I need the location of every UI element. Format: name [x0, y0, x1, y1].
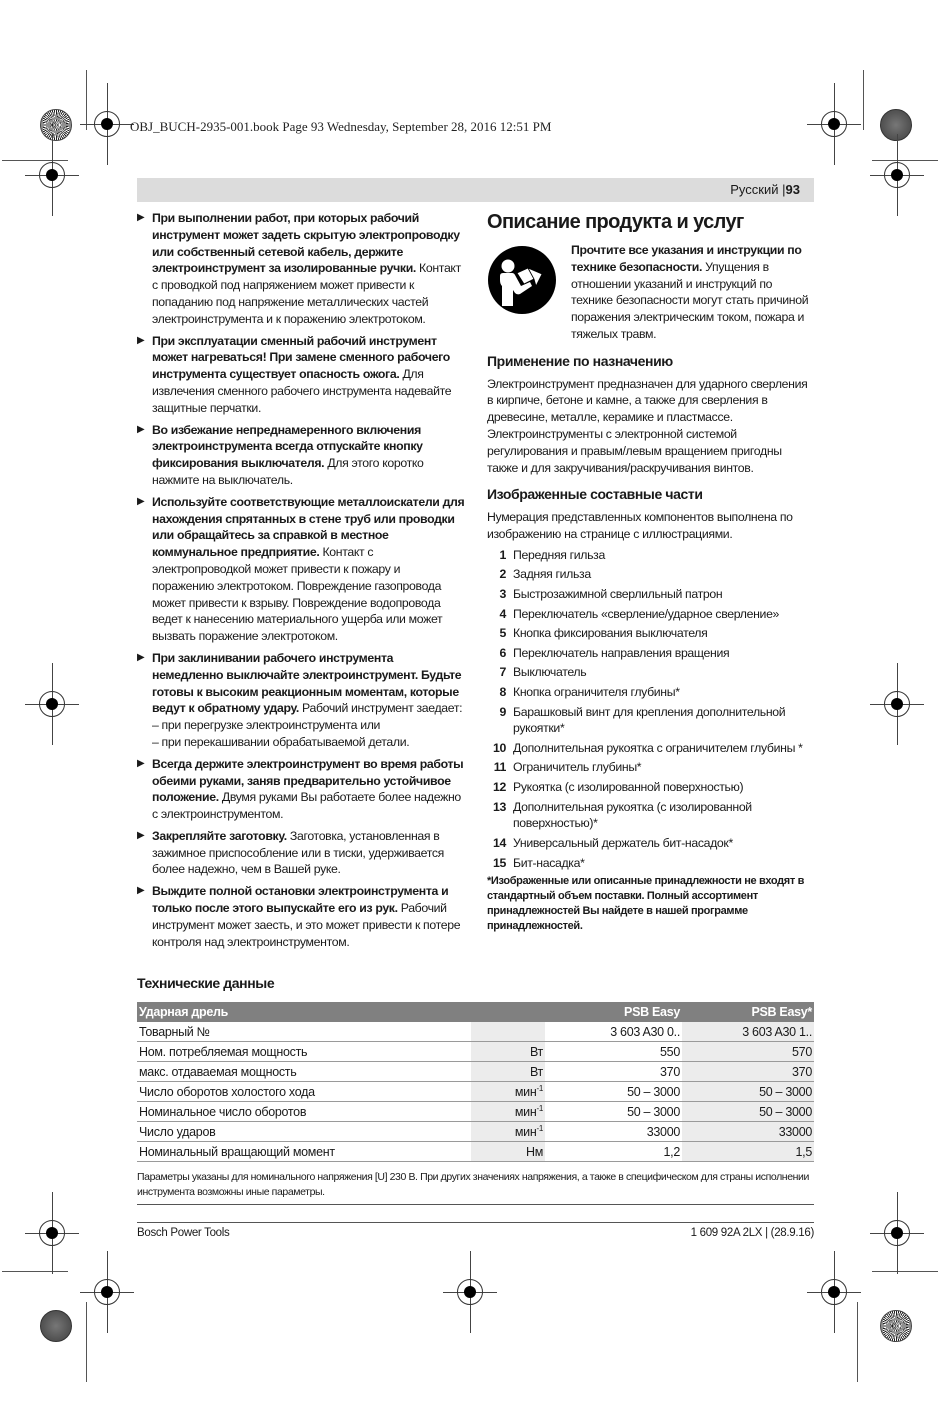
safety-bullet: [137, 422, 465, 489]
table-row: [137, 1122, 814, 1142]
footer-doc-number: 1 609 92A 2LX | (28.9.16): [690, 1227, 814, 1239]
component-item: [487, 704, 814, 738]
registration-mark-icon: [94, 111, 120, 137]
component-label: Кнопка фиксирования выключателя: [513, 626, 708, 641]
crop-line: [86, 70, 87, 130]
registration-mark-icon: [39, 691, 65, 717]
component-label: Барашковый винт для крепления дополнительной рукоятки*: [513, 704, 786, 736]
row-unit: Вт: [471, 1062, 545, 1082]
registration-mark-icon: [884, 162, 910, 188]
registration-mark-icon: [884, 691, 910, 717]
bullet-text: Контакт с электропроводкой может привести к пожару и поражению электротоком. Повреждение газопровода может привести к взрыву. Повреждение водопровода ведет к нанесению материального ущерба или может вызвать поражение электротоком.: [152, 545, 443, 644]
safety-bullet: [137, 828, 465, 878]
color-calibration-disc-icon: [40, 1310, 72, 1342]
safety-bullet: [137, 650, 465, 751]
component-item: [487, 606, 814, 623]
row-label: Число оборотов холостого хода: [137, 1082, 471, 1102]
row-unit: мин$^{-1}$: [471, 1122, 545, 1142]
page-number: 93: [785, 182, 800, 197]
components-intro: Нумерация представленных компонентов выполнена по изображению на странице с иллюстрациями.: [487, 510, 793, 541]
row-value-2: 50 – 3000: [682, 1102, 814, 1122]
component-label: Бит-насадка*: [513, 855, 585, 870]
color-calibration-star-icon: [40, 109, 72, 141]
registration-mark-icon: [884, 1220, 910, 1246]
component-label: Дополнительная рукоятка (с изолированной поверхностью)*: [513, 799, 752, 831]
bullet-arrow-icon: ▶: [137, 495, 145, 507]
row-label: Номинальное число оборотов: [137, 1102, 471, 1122]
bullet-bold-text: Выждите полной остановки электроинструмента и только после этого выпускайте его из рук.: [152, 884, 449, 916]
component-item: [487, 779, 814, 796]
row-value-1: 550: [545, 1042, 682, 1062]
read-manual-icon: [488, 246, 556, 314]
bullet-text: Рабочий инструмент заедает:: [298, 701, 463, 716]
component-number: 10: [493, 740, 506, 755]
component-number: 13: [493, 799, 506, 814]
component-label: Дополнительная рукоятка с ограничителем глубины *: [513, 740, 803, 755]
header-model-1: PSB Easy: [545, 1002, 682, 1022]
bullet-text: Для этого коротко нажмите на выключатель.: [152, 456, 424, 487]
bullet-arrow-icon: ▶: [137, 651, 145, 663]
bullet-text: Заготовка, установленная в зажимное приспособление или в тиски, удерживается более надежно, чем в Вашей руке.: [152, 828, 444, 877]
crop-line: [2, 1271, 68, 1272]
row-value-1: 3 603 A30 0..: [545, 1022, 682, 1042]
component-item: [487, 855, 814, 872]
registration-mark-icon: [94, 1279, 120, 1305]
bullet-arrow-icon: ▶: [137, 212, 145, 223]
safety-bullet: [137, 333, 465, 417]
components-title: Изображенные составные части: [487, 486, 703, 503]
row-value-2: 33000: [682, 1122, 814, 1142]
bullet-arrow-icon: ▶: [137, 334, 145, 346]
intended-use-title: Применение по назначению: [487, 352, 673, 369]
header-label: Ударная дрель: [137, 1002, 471, 1022]
table-row: [137, 1102, 814, 1122]
row-label: Номинальный вращающий момент: [137, 1142, 471, 1162]
component-label: Кнопка ограничителя глубины*: [513, 684, 680, 699]
language-label: Русский: [730, 182, 779, 197]
row-value-1: 50 – 3000: [545, 1082, 682, 1102]
row-value-1: 50 – 3000: [545, 1102, 682, 1122]
crop-line: [863, 70, 864, 130]
bullet-bold-text: При эксплуатации сменный рабочий инструмент может нагреваться! При замене сменного рабочего инструмента существует опасность ожога.: [152, 333, 450, 382]
safety-bullet: [137, 883, 465, 950]
table-row: [137, 1042, 814, 1062]
component-number: 5: [499, 626, 506, 641]
component-number: 4: [499, 606, 506, 621]
bullet-arrow-icon: ▶: [137, 423, 145, 435]
print-slug-line: OBJ_BUCH-2935-001.book Page 93 Wednesday, September 28, 2016 12:51 PM: [130, 119, 552, 134]
row-value-1: 1,2: [545, 1142, 682, 1162]
component-number: 11: [493, 760, 506, 775]
safety-notice: [487, 242, 814, 343]
component-item: [487, 566, 814, 583]
row-unit: Нм: [471, 1142, 545, 1162]
bullet-text: Для извлечения сменного рабочего инструмента надевайте защитные перчатки.: [152, 367, 452, 415]
row-label: Ном. потребляемая мощность: [137, 1042, 471, 1062]
bullet-text: Контакт с проводкой под напряжением может привести к попаданию под напряжение металлических частей электроинструмента и к поражению электротоком.: [152, 261, 461, 326]
components-list: [487, 547, 814, 872]
registration-mark-icon: [457, 1279, 483, 1305]
component-item: [487, 547, 814, 564]
component-number: 15: [493, 855, 506, 870]
right-column: [487, 210, 814, 934]
dash-item: – при перекашивании обрабатываемой детали.: [152, 734, 410, 749]
component-number: 12: [493, 780, 506, 795]
component-number: 7: [499, 665, 506, 680]
tech-data-note: Параметры указаны для номинального напряжения [U] 230 В. При других значениях напряжения, а также в специфическом для страны исполнении инструмента возможны иные параметры.: [137, 1170, 814, 1205]
registration-mark-icon: [821, 111, 847, 137]
safety-bullet: [137, 210, 465, 328]
left-column: [137, 210, 465, 955]
section-title: Описание продукта и услуг: [487, 211, 744, 233]
component-label: Переключатель направления вращения: [513, 645, 730, 660]
bullet-bold-text: Во избежание непреднамеренного включения электроинструмента всегда отпускайте кнопку фиксирования выключателя.: [152, 422, 423, 471]
row-value-1: 370: [545, 1062, 682, 1082]
row-value-2: 570: [682, 1042, 814, 1062]
component-label: Универсальный держатель бит-насадок*: [513, 836, 733, 851]
bullet-arrow-icon: ▶: [137, 885, 145, 897]
component-item: [487, 759, 814, 776]
intended-use-text: Электроинструмент предназначен для ударного сверления в кирпиче, бетоне и камне, а также для сверления в древесине, металле, керамике и пластмассе. Электроинструменты с электронной системой регулирования и правым/левым вращением пригодны также и для закручивания/раскручивания винтов.: [487, 376, 808, 475]
component-item: [487, 799, 814, 833]
component-item: [487, 586, 814, 603]
component-item: [487, 835, 814, 852]
safety-notice-bold: Прочтите все указания и инструкции по технике безопасности.: [571, 243, 802, 274]
component-number: 14: [493, 836, 506, 851]
bullet-arrow-icon: ▶: [137, 757, 145, 769]
bullet-bold-text: Закрепляйте заготовку.: [152, 828, 287, 843]
row-label: Число ударов: [137, 1122, 471, 1142]
component-item: [487, 664, 814, 681]
page-header: [730, 182, 800, 197]
component-label: Быстрозажимной сверлильный патрон: [513, 586, 723, 601]
footer-divider: [137, 1222, 814, 1223]
bullet-bold-text: При заклинивании рабочего инструмента немедленно выключайте электроинструмент. Будьте готовы к высоким реакционным моментам, которые ведут к обратному удару.: [152, 650, 462, 716]
row-label: макс. отдаваемая мощность: [137, 1062, 471, 1082]
safety-bullet: [137, 494, 465, 645]
component-item: [487, 625, 814, 642]
component-label: Передняя гильза: [513, 547, 605, 562]
row-value-1: 33000: [545, 1122, 682, 1142]
safety-bullet: [137, 756, 465, 823]
safety-notice-text: [571, 242, 814, 343]
bullet-text: Рабочий инструмент может заесть, и это может привести к потере контроля над электроинструментом.: [152, 901, 461, 949]
bullet-bold-text: Всегда держите электроинструмент во время работы обеими руками, заняв предварительно устойчивое положение.: [152, 756, 464, 805]
table-row: [137, 1022, 814, 1042]
crop-line: [86, 1302, 87, 1382]
row-value-2: 50 – 3000: [682, 1082, 814, 1102]
bullet-text: Двумя руками Вы работаете более надежно с электроинструментом.: [152, 790, 461, 822]
component-label: Переключатель «сверление/ударное сверление»: [513, 606, 780, 621]
component-number: 9: [499, 704, 506, 719]
component-label: Ограничитель глубины*: [513, 760, 642, 775]
registration-mark-icon: [821, 1279, 847, 1305]
table-row: [137, 1142, 814, 1162]
safety-notice-body: Упущения в отношении указаний и инструкций по технике безопасности могут стать причиной поражения электрическим током, пожара и тяжелых травм.: [571, 259, 809, 341]
bullet-bold-text: При выполнении работ, при которых рабочий инструмент может задеть скрытую электропроводку или собственный сетевой кабель, держите электроинструмент за изолированные ручки.: [152, 211, 460, 276]
row-value-2: 3 603 A30 1..: [682, 1022, 814, 1042]
component-number: 8: [499, 684, 506, 699]
row-unit: мин$^{-1}$: [471, 1082, 545, 1102]
row-value-2: 1,5: [682, 1142, 814, 1162]
table-row: [137, 1082, 814, 1102]
header-unit: [471, 1002, 545, 1022]
crop-line: [857, 1302, 858, 1382]
row-unit: мин$^{-1}$: [471, 1102, 545, 1122]
bullet-bold-text: Используйте соответствующие металлоискатели для нахождения спрятанных в стене труб или проводки или обращайтесь за справкой в местное коммунальное предприятие.: [152, 494, 465, 560]
row-label: Товарный №: [137, 1022, 471, 1042]
component-number: 6: [499, 645, 506, 660]
table-header-row: [137, 1002, 814, 1022]
row-value-2: 370: [682, 1062, 814, 1082]
row-unit: [471, 1022, 545, 1042]
bullet-arrow-icon: ▶: [137, 829, 145, 841]
registration-mark-icon: [39, 1220, 65, 1246]
component-item: [487, 740, 814, 757]
crop-line: [2, 160, 68, 161]
component-label: Задняя гильза: [513, 567, 591, 582]
tech-data-title: Технические данные: [137, 975, 275, 991]
component-label: Выключатель: [513, 665, 587, 680]
component-number: 1: [499, 547, 506, 562]
footer-brand: Bosch Power Tools: [137, 1227, 230, 1239]
dash-item: – при перегрузке электроинструмента или: [152, 718, 381, 733]
crop-line: [872, 160, 938, 161]
table-row: [137, 1062, 814, 1082]
crop-line: [872, 1271, 938, 1272]
component-item: [487, 645, 814, 662]
registration-mark-icon: [39, 162, 65, 188]
component-number: 3: [499, 586, 506, 601]
header-separator: |: [782, 182, 786, 197]
component-number: 2: [499, 567, 506, 582]
row-unit: Вт: [471, 1042, 545, 1062]
component-item: [487, 684, 814, 701]
header-model-2: PSB Easy*: [682, 1002, 814, 1022]
tech-data-table: [137, 1002, 814, 1162]
accessories-footnote: *Изображенные или описанные принадлежности не входят в стандартный объем поставки. Полный ассортимент принадлежностей Вы найдете в нашей программе принадлежностей.: [487, 875, 805, 933]
color-calibration-star-icon: [880, 1310, 912, 1342]
page-header-bar: [137, 178, 814, 202]
component-label: Рукоятка (с изолированной поверхностью): [513, 780, 744, 795]
